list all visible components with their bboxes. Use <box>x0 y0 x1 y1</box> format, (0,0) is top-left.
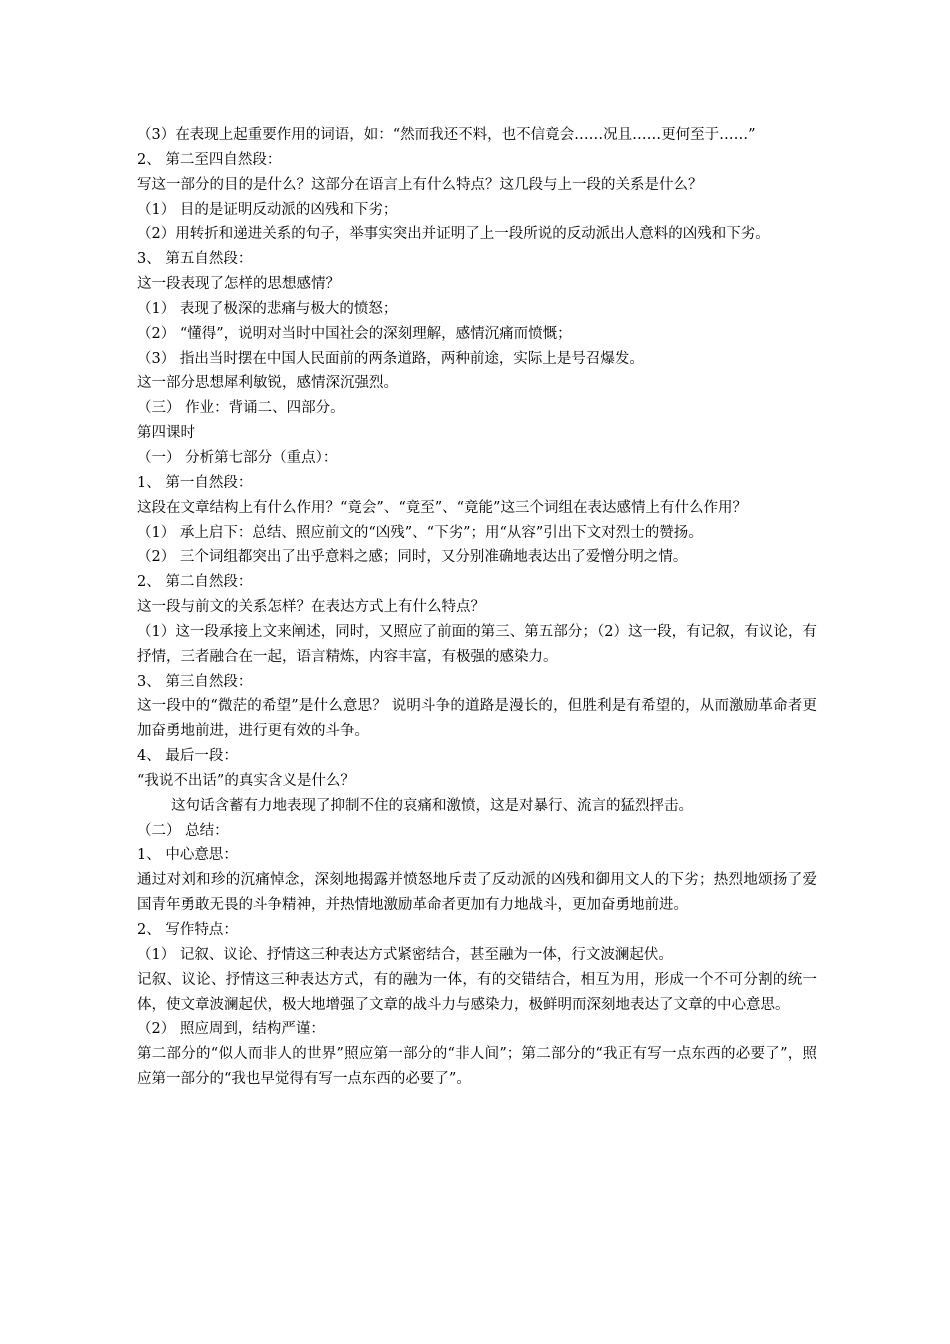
paragraph-line: 第二部分的“似人而非人的世界”照应第一部分的“非人间”；第二部分的“我正有写一点东西的必要了”，照应第一部分的“我也早觉得有写一点东西的必要了”。 <box>137 1046 817 1088</box>
answer-item: （1）这一段承接上文来阐述，同时，又照应了前面的第三、第五部分；（2）这一段，有记叙，有议论，有抒情，三者融合在一起，语言精炼，内容丰富，有极强的感染力。 <box>137 623 817 665</box>
section-heading: 3、 第三自然段： <box>137 673 253 690</box>
paragraph-line: 记叙、议论、抒情这三种表达方式，有的融为一体，有的交错结合，相互为用，形成一个不可分割的统一体，使文章波澜起伏，极大地增强了文章的战斗力与感染力，极鲜明而深刻地表达了文章的中心意思。 <box>137 971 817 1013</box>
question-text: 这段在文章结构上有什么作用？“竟会”、“竟至”、“竟能”这三个词组在表达感情上有什么作用？ <box>137 499 747 516</box>
question-text: 这一段表现了怎样的思想感情？ <box>137 276 340 293</box>
section-heading: 4、 最后一段： <box>137 748 238 765</box>
answer-item: （1） 记叙、议论、抒情这三种表达方式紧密结合，甚至融为一体，行文波澜起伏。 <box>137 946 673 963</box>
part-heading: （一） 分析第七部分（重点）： <box>137 449 338 466</box>
part-heading: （二） 总结： <box>137 822 229 839</box>
section-heading: 2、 第二自然段： <box>137 574 253 591</box>
section-heading: 3、 第五自然段： <box>137 251 253 268</box>
paragraph-line: 通过对刘和珍的沉痛悼念，深刻地揭露并愤怒地斥责了反动派的凶残和御用文人的下劣；热烈地颂扬了爱国青年勇敢无畏的斗争精神，并热情地激励革命者更加有力地战斗，更加奋勇地前进。 <box>137 872 817 914</box>
answer-item: （2） 三个词组都突出了出乎意料之感；同时，又分别准确地表达出了爱憎分明之情。 <box>137 549 688 566</box>
question-text: 这一段中的“微茫的希望”是什么意思？ 说明斗争的道路是漫长的，但胜利是有希望的，从而激励革命者更加奋勇地前进，进行更有效的斗争。 <box>137 698 817 740</box>
homework-item: （三） 作业：背诵二、四部分。 <box>137 400 345 417</box>
lesson-heading: 第四课时 <box>137 425 195 442</box>
answer-item: （3） 指出当时摆在中国人民面前的两条道路，两种前途，实际上是号召爆发。 <box>137 350 644 367</box>
question-text: 这一段与前文的关系怎样？在表达方式上有什么特点？ <box>137 599 485 616</box>
question-text: 写这一部分的目的是什么？这部分在语言上有什么特点？这几段与上一段的关系是什么？ <box>137 176 703 193</box>
answer-item: （1） 承上启下：总结、照应前文的“凶残”、“下劣”；用“从容”引出下文对烈士的赞扬。 <box>137 524 703 541</box>
answer-item: （2） “懂得”，说明对当时中国社会的深刻理解，感情沉痛而愤慨； <box>137 325 572 342</box>
summary-text: 这一部分思想犀利敏锐，感情深沉强烈。 <box>137 375 398 392</box>
answer-item: （2） 照应周到，结构严谨： <box>137 1021 325 1038</box>
section-heading: 1、 中心意思： <box>137 847 238 864</box>
answer-text: 这句话含蓄有力地表现了抑制不住的哀痛和激愤，这是对暴行、流言的猛烈抨击。 <box>171 797 693 814</box>
section-heading: 1、 第一自然段： <box>137 474 253 491</box>
section-heading: 2、 第二至四自然段： <box>137 151 282 168</box>
paragraph-line: （3）在表现上起重要作用的词语，如：“然而我还不料，也不信竟会……况且……更何至于……” <box>137 127 756 143</box>
question-text: “我说不出话”的真实含义是什么？ <box>137 772 355 789</box>
document-body <box>137 123 817 1092</box>
section-heading: 2、 写作特点： <box>137 922 238 938</box>
answer-item: （1） 表现了极深的悲痛与极大的愤怒； <box>137 300 398 317</box>
answer-item: （1） 目的是证明反动派的凶残和下劣； <box>137 201 398 218</box>
answer-item: （2）用转折和递进关系的句子，举事实突出并证明了上一段所说的反动派出人意料的凶残和下劣。 <box>137 226 770 243</box>
